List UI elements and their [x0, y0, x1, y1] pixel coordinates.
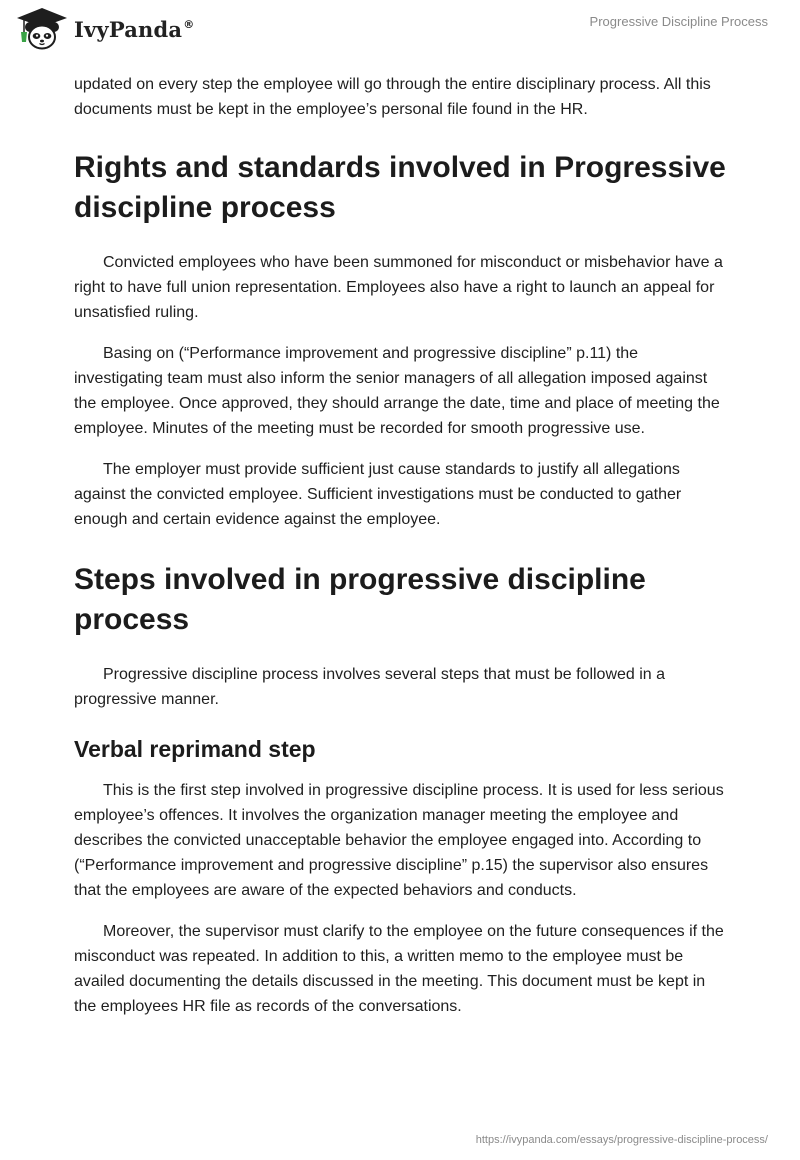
registered-mark: ®: [183, 17, 195, 31]
source-url[interactable]: https://ivypanda.com/essays/progressive-discipline-process/: [475, 1134, 768, 1146]
page-header: [0, 0, 800, 60]
paragraph: Convicted employees who have been summoned for misconduct or misbehavior have a right to have full union representation. Employees also have a right to launch an appeal for unsatisfied ruling.: [74, 254, 723, 321]
paragraph: This is the first step involved in progressive discipline process. It is used for less serious employee’s offences. It involves the organization manager meeting the employee and describes the convicted unacceptable behavior the employee engaged into. According to (“Performance improvement and progressive discipline” p.15) the supervisor also ensures that the employees are aware of the expected behaviors and conducts.: [74, 782, 724, 899]
section-heading-steps: Steps involved in progressive discipline process: [74, 563, 646, 636]
paragraph: Progressive discipline process involves several steps that must be followed in a progressive manner.: [74, 666, 666, 708]
paragraph: Moreover, the supervisor must clarify to the employee on the future consequences if the misconduct was repeated. In addition to this, a written memo to the employee must be availed documenting the details discussed in the meeting. This document must be kept in the employees HR file as records of the conversations.: [74, 923, 724, 1015]
ivypanda-logo[interactable]: [14, 6, 194, 52]
brand-name: IvyPanda®: [74, 16, 195, 42]
section-heading-rights: Rights and standards involved in Progressive discipline process: [74, 151, 726, 224]
paragraph: The employer must provide sufficient just cause standards to justify all allegations against the convicted employee. Sufficient investigations must be conducted to gather enough and certain evidence against the employee.: [74, 461, 682, 528]
paragraph: Basing on (“Performance improvement and progressive discipline” p.11) the investigating team must also inform the senior managers of all allegation imposed against the employee. Once approved, they should arrange the date, time and place of meeting the employee. Minutes of the meeting must be recorded for smooth progressive use.: [74, 345, 720, 437]
document-title: Progressive Discipline Process: [589, 14, 768, 29]
intro-paragraph: updated on every step the employee will go through the entire disciplinary process. All this documents must be kept in the employee’s personal file found in the HR.: [74, 76, 711, 118]
panda-graduate-icon: [14, 6, 70, 52]
subsection-heading-verbal-reprimand: Verbal reprimand step: [74, 736, 316, 762]
article-body: [74, 72, 730, 1035]
